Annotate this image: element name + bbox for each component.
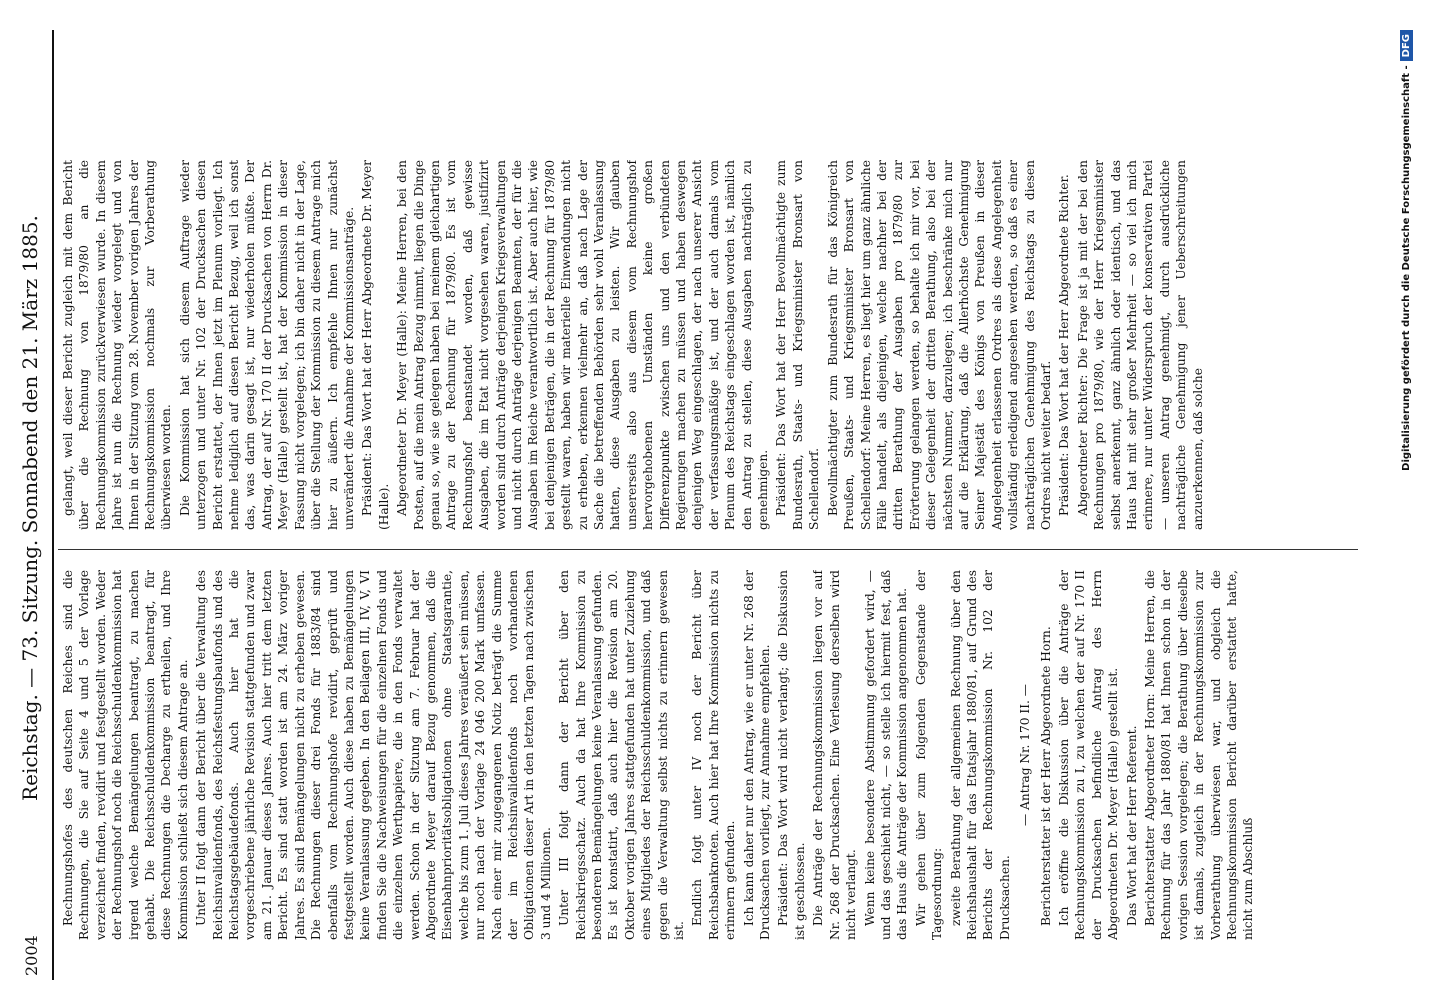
paragraph: Präsident: Das Wort hat der Herr Bevollmächtigte zum Bundesrath, Staats- und Kriegsminister Bronsart von Schellendorf. xyxy=(774,160,822,530)
paragraph: Wenn keine besondere Abstimmung gefordert wird, — und das geschieht nicht, — so stelle ich hiermit fest, daß das Haus die Anträge der Kommission angenommen hat. xyxy=(862,570,910,940)
text-column-left xyxy=(60,570,1350,940)
paragraph: Die Kommission hat sich diesem Auftrage wieder unterzogen und unter Nr. 102 der Drucksachen diesen Bericht erstattet, der Ihnen jetzt im Plenum vorliegt. Ich nehme lediglich auf diesen Bericht Bezug, weil ich sonst das, was darin gesagt ist, nur wiederholen müßte. Der Antrag, der auf Nr. 170 II der Drucksachen von Herrn Dr. Meyer (Halle) gestellt ist, hat der Kommission in dieser Fassung nicht vorgelegen; ich bin daher nicht in der Lage, über die Stellung der Kommission zu diesem Antrage mich hier zu äußern. Ich empfehle Ihnen nur zunächst unverändert die Annahme der Kommissionsanträge. xyxy=(177,160,356,530)
paragraph: Unter II folgt dann der Bericht über die Verwaltung des Reichsinvalidenfonds, des Reichsfestungsbaufonds und des Reichstagsgebäudefonds. Auch hier hat die vorgeschriebene jährliche Revision stattgefunden und zwar am 21. Januar dieses Jahres. Auch hier tritt dem letzten Bericht. Es sind statt worden ist am 24. März voriger Jahres. Es sind Bemängelungen nicht zu erheben gewesen. Die Rechnungen dieser drei Fonds für 1883/84 sind ebenfalls vom Rechnungshofe revidirt, geprüft und festgestellt worden. Auch diese haben zu Bemängelungen keine Veranlassung gegeben. In den Beilagen III, IV, V, VI finden Sie die Nachweisungen für die einzelnen Fonds und die einzelnen Werthpapiere, die in den Fonds verwaltet werden. Schon in der Sitzung am 7. Februar hat der Abgeordnete Meyer darauf Bezug genommen, daß die Eisenbahnprioritätsobligationen ohne Staatsgarantie, welche bis zum 1. Juli dieses Jahres veräußert sein müssen, nur noch nach der Vorlage 24 046 200 Mark umfassen. Nach einer mir zugegangenen Notiz beträgt die Summe der im Reichsinvalidenfonds noch vorhandenen Obligationen dieser Art in den letzten Tagen nach zwischen 3 und 4 Millionen. xyxy=(194,570,553,940)
paragraph: Bevollmächtigter zum Bundesrath für das Königreich Preußen, Staats- und Kriegsminister Bronsart von Schellendorf: Meine Herren, es liegt hier um ganz ähnliche Fälle handelt, als diejenigen, welche nachher bei der dritten Berathung der Ausgaben pro 1879/80 zur Erörterung gelangen werden, so behalte ich mir vor, bei dieser Gelegenheit der dritten Berathung, also bei der nächsten Nummer, darzulegen; ich beschränke mich nur auf die Erklärung, daß die Allerhöchste Genehmigung Seiner Majestät des Königs von Preußen in dieser Angelegenheit erlassenen Ordres als diese Angelegenheit vollständig erledigend angesehen werden, so daß es einer nachträglichen Genehmigung des Reichstags zu diesen Ordres nicht weiter bedarf. xyxy=(825,160,1053,530)
paragraph: Endlich folgt unter IV noch der Bericht über Reichsbanknoten. Auch hier hat Ihre Kommission nichts zu erinnern gefunden. xyxy=(690,570,738,940)
page-header xyxy=(16,40,50,976)
paragraph: Das Wort hat der Herr Referent. xyxy=(1124,725,1139,926)
paragraph: Präsident: Das Wort hat der Herr Abgeordnete Richter. xyxy=(1057,174,1072,516)
paragraph: gelangt, weil dieser Bericht zugleich mit dem Bericht über die Rechnung von 1879/80 an die Rechnungskommission zurückverwiesen wurde. In diesem Jahre ist nun die Rechnung wieder vorgelegt und von Ihnen in der Sitzung vom 28. November vorigen Jahres der Rechnungskommission nochmals zur Vorberathung überwiesen worden. xyxy=(61,160,174,530)
paragraph: Präsident: Das Wort wird nicht verlangt; die Diskussion ist geschlossen. xyxy=(776,570,807,940)
page-header-title: Reichstag. — 73. Sitzung. Sonnabend den 21. März 1885. xyxy=(18,215,42,801)
paragraph: Berichterstatter ist der Herr Abgeordnete Horn. xyxy=(1038,626,1053,926)
paragraph: Berichterstatter Abgeordneter Horn: Meine Herren, die Rechnung für das Jahr 1880/81 hat Ihnen schon in der vorigen Session vorgelegen; die Berathung über dieselbe ist damals, zugleich in der Rechnungskommission zur Vorberathung überwiesen war, und obgleich die Rechnungskommission Bericht darüber erstattet hatte, nicht zum Abschluß xyxy=(1143,570,1256,940)
column-divider xyxy=(58,549,1358,550)
paragraph: Die Anträge der Rechnungskommission liegen vor auf Nr. 268 der Drucksachen. Eine Verlesung derselben wird nicht verlangt. xyxy=(811,570,859,940)
paragraph: zweite Berathung der allgemeinen Rechnung über den Reichshaushalt für das Etatsjahr 1880/81, auf Grund des Berichts der Rechnungskommission Nr. 102 der Drucksachen. xyxy=(948,570,1012,940)
digitization-footer xyxy=(1400,30,1420,960)
paragraph: — Antrag Nr. 170 II. — xyxy=(1018,684,1033,826)
paragraph: Rechnungshofes des deutschen Reiches sind die Rechnungen, die Sie auf Seite 4 und 5 der Vorlage verzeichnet finden, revidirt und festgestellt worden. Weder der Rechnungshof noch die Reichsschuldenkommission hat irgend welche Bemängelungen beantragt, zu machen gehabt. Die Reichsschuldenkommission beantragt, für diese Rechnungen die Decharge zu ertheilen, und Ihre Kommission schließt sich diesem Antrage an. xyxy=(61,570,190,940)
paragraph: Unter III folgt dann der Bericht über den Reichskriegsschatz. Auch da hat Ihre Kommission zu besonderen Bemängelungen keine Veranlassung gefunden. Es ist konstatirt, daß auch hier die Revision am 20. Oktober vorigen Jahres stattgefunden hat unter Zuziehung eines Mitgliedes der Reichsschuldenkommission, und daß gegen die Verwaltung selbst nichts zu erinnern gewesen ist. xyxy=(557,570,687,940)
paragraph: Ich kann daher nur den Antrag, wie er unter Nr. 268 der Drucksachen vorliegt, zur Annahme empfehlen. xyxy=(741,570,773,940)
dfg-logo: DFG xyxy=(1400,30,1413,61)
header-rule xyxy=(52,30,54,980)
paragraph: Ich eröffne die Diskussion über die Anträge der Rechnungskommission zu I, zu welchen der auf Nr. 170 II der Drucksachen befindliche Antrag des Herrn Abgeordneten Dr. Meyer (Halle) gestellt ist. xyxy=(1056,570,1121,940)
paragraph: Abgeordneter Richter: Die Frage ist ja mit der bei den Rechnungen pro 1879/80, wie der Herr Kriegsminister selbst anerkennt, ganz ähnlich oder identisch, und das Haus hat mit sehr großer Mehrheit — so viel ich mich erinnere, nur unter Widerspruch der konservativen Partei — unseren Antrag genehmigt, durch ausdrückliche nachträgliche Genehmigung jener Ueberschreitungen anzuerkennen, daß solche xyxy=(1075,160,1205,530)
paragraph: Präsident: Das Wort hat der Herr Abgeordnete Dr. Meyer (Halle). xyxy=(360,160,391,530)
page-number: 2004 xyxy=(22,935,41,976)
paragraph: Wir gehen über zum folgenden Gegenstande der Tagesordnung: xyxy=(913,570,945,940)
digitization-note: Digitalisierung gefördert durch die Deutsche Forschungsgemeinschaft - xyxy=(1401,65,1412,471)
paragraph: Abgeordneter Dr. Meyer (Halle): Meine Herren, bei den Posten, auf die mein Antrag Bezug nimmt, liegen die Dinge genau so, wie sie gelegen haben bei meinem gleichartigen Antrage zu der Rechnung für 1879/80. Es ist vom Rechnungshof beanstandet worden, daß gewisse Ausgaben, die im Etat nicht vorgesehen waren, justifizirt worden sind durch Anträge derjenigen Kriegsverwaltungen und nicht durch Anträge derjenigen Beamten, der für die Ausgaben im Reiche verantwortlich ist. Aber auch hier, wie bei denjenigen Beträgen, die in der Rechnung für 1879/80 gestellt waren, haben wir materielle Einwendungen nicht zu erheben, erkennen vielmehr an, daß nach Lage der Sache die betreffenden Behörden sehr wohl Veranlassung hatten, diese Ausgaben zu leisten. Wir glauben unsererseits also aus diesem vom Rechnungshof hervorgehobenen Umständen keine großen Differenzpunkte zwischen uns und den verbündeten Regierungen machen zu müssen und haben deswegen denjenigen Weg eingeschlagen, der nach unserer Ansicht der verfassungsmäßige ist, und der auch damals vom Plenum des Reichstags eingeschlagen worden ist, nämlich den Antrag zu stellen, diese Ausgaben nachträglich zu genehmigen. xyxy=(395,160,771,530)
text-column-right xyxy=(60,160,1350,530)
